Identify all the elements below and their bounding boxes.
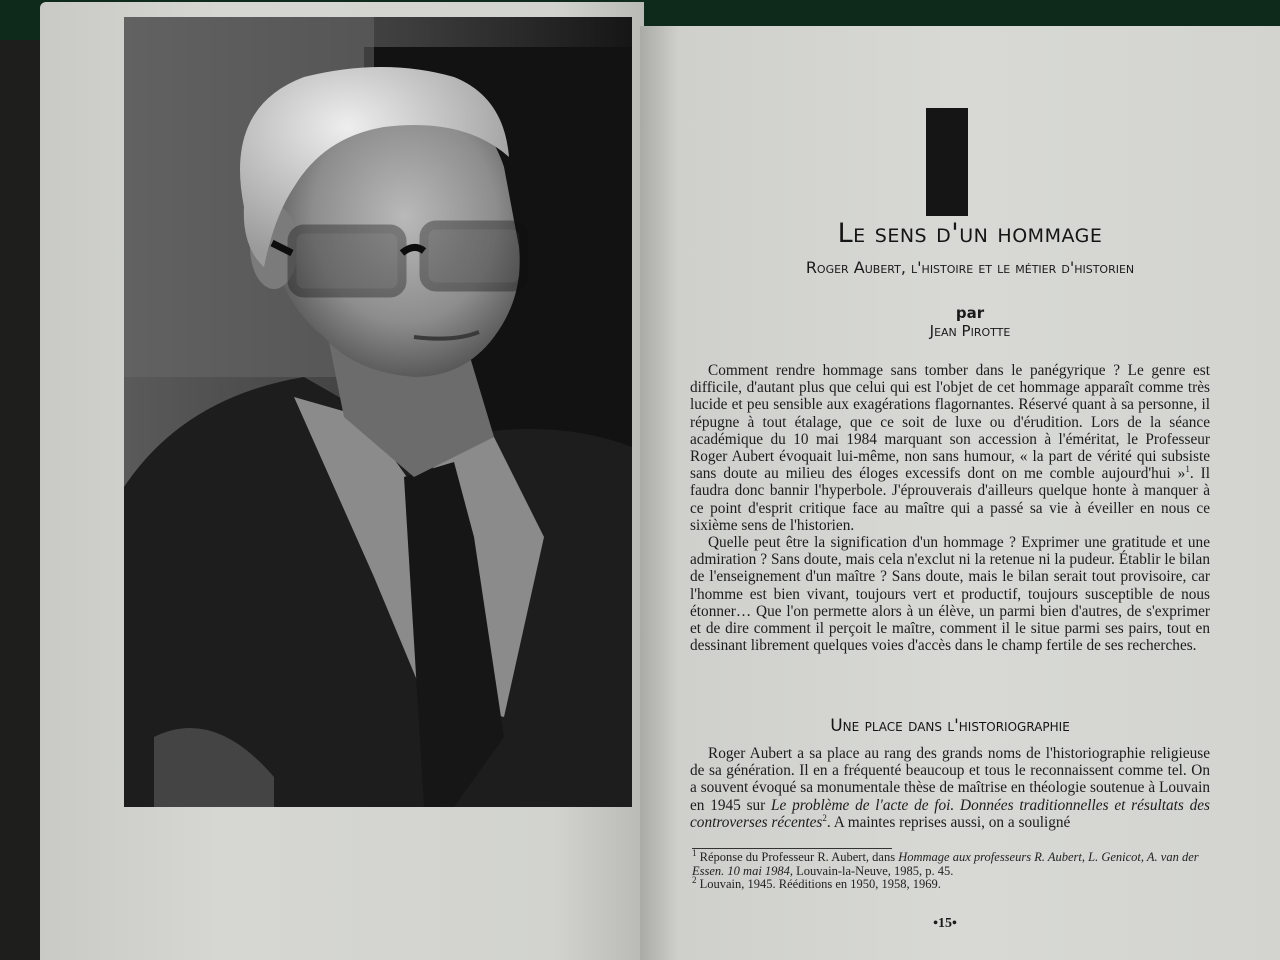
paragraph-text: . Il faudra donc bannir l'hyperbole. J'éprouverais d'ailleurs quelque honte à manquer à ce point d'esprit critique face au maître qui a passé sa vie à éveiller en nous ce sixième sens de l'historien. bbox=[690, 465, 1210, 534]
book-title: Le problème de l'acte de foi. Données traditionnelles et résultats des controverses récentes bbox=[690, 796, 1210, 831]
article-subtitle: Roger Aubert, l'histoire et le métier d'historien bbox=[805, 258, 1135, 277]
paragraph bbox=[690, 745, 1210, 831]
paragraph: Quelle peut être la signification d'un hommage ? Exprimer une gratitude et une admiration ? Sans doute, mais cela n'exclut ni la retenue ni la pudeur. Établir le bilan de l'enseignement d'un maître ? Sans doute, mais le bilan serait tout provisoire, car l'homme est bien vivant, toujours vert et productif, toujours susceptible de nous étonner… Que l'on permette alors à un élève, un parmi bien d'autres, de s'exprimer et de dire comment il perçoit le maître, comment il le situe parmi ses pairs, tout en dessinant librement quelques voies d'accès dans le champ fertile de ses recherches. bbox=[690, 534, 1210, 655]
footnote-number: 1 bbox=[692, 847, 697, 858]
paragraph-text: Comment rendre hommage sans tomber dans le panégyrique ? Le genre est difficile, d'autant plus que celui qui est l'objet de cet hommage apparaît comme très lucide et peu sensible aux exagérations flagornantes. Réservé quant à sa personne, il répugne à tout étalage, que ce soit de luxe ou d'érudition. Lors de la séance académique du 10 mai 1984 marquant son accession à l'éméritat, le Professeur Roger Aubert évoquait lui-même, non sans humour, « la part de vérité qui subsiste sans doute au milieu des éloges excessifs dont on me comble aujourd'hui » bbox=[690, 362, 1210, 483]
paragraph-text: . A maintes reprises aussi, on a souligné bbox=[826, 813, 1071, 831]
section-body bbox=[690, 745, 1210, 831]
paragraph bbox=[690, 362, 1210, 534]
by-label: par bbox=[955, 304, 985, 322]
page-number: •15• bbox=[933, 916, 957, 931]
footnote-text: Réponse du Professeur R. Aubert, dans bbox=[696, 850, 899, 864]
footnote-ref: 1 bbox=[1185, 464, 1190, 475]
decorative-bar bbox=[926, 108, 968, 216]
paragraph-text: Roger Aubert a sa place au rang des grands noms de l'historiographie religieuse de sa génération. Il en a fréquenté beaucoup et tous le reconnaissent comme tel. On a souvent évoqué sa monumentale thèse de maîtrise en théologie soutenue à Louvain en 1945 sur bbox=[690, 745, 1210, 814]
footnote-italic: Hommage aux professeurs R. Aubert, L. Genicot, A. van der Essen. 10 mai 1984, bbox=[692, 850, 1199, 878]
footnote-ref: 2 bbox=[822, 812, 827, 823]
footnote-divider bbox=[692, 848, 892, 849]
footnotes bbox=[692, 847, 1212, 892]
author-name: Jean Pirotte bbox=[929, 322, 1011, 340]
section-heading: Une place dans l'historiographie bbox=[830, 716, 1070, 736]
footnote-number: 2 bbox=[692, 874, 697, 885]
portrait-photo bbox=[124, 17, 632, 807]
footnote-2 bbox=[692, 874, 1212, 892]
portrait-illustration bbox=[124, 17, 632, 807]
footnote-text: Louvain, 1945. Rééditions en 1950, 1958, 1969. bbox=[696, 877, 941, 891]
footnote-1 bbox=[692, 847, 1212, 878]
body-text bbox=[690, 362, 1210, 654]
article-title: Le sens d'un hommage bbox=[837, 218, 1103, 249]
footnote-text: Louvain-la-Neuve, 1985, p. 45. bbox=[793, 863, 954, 878]
